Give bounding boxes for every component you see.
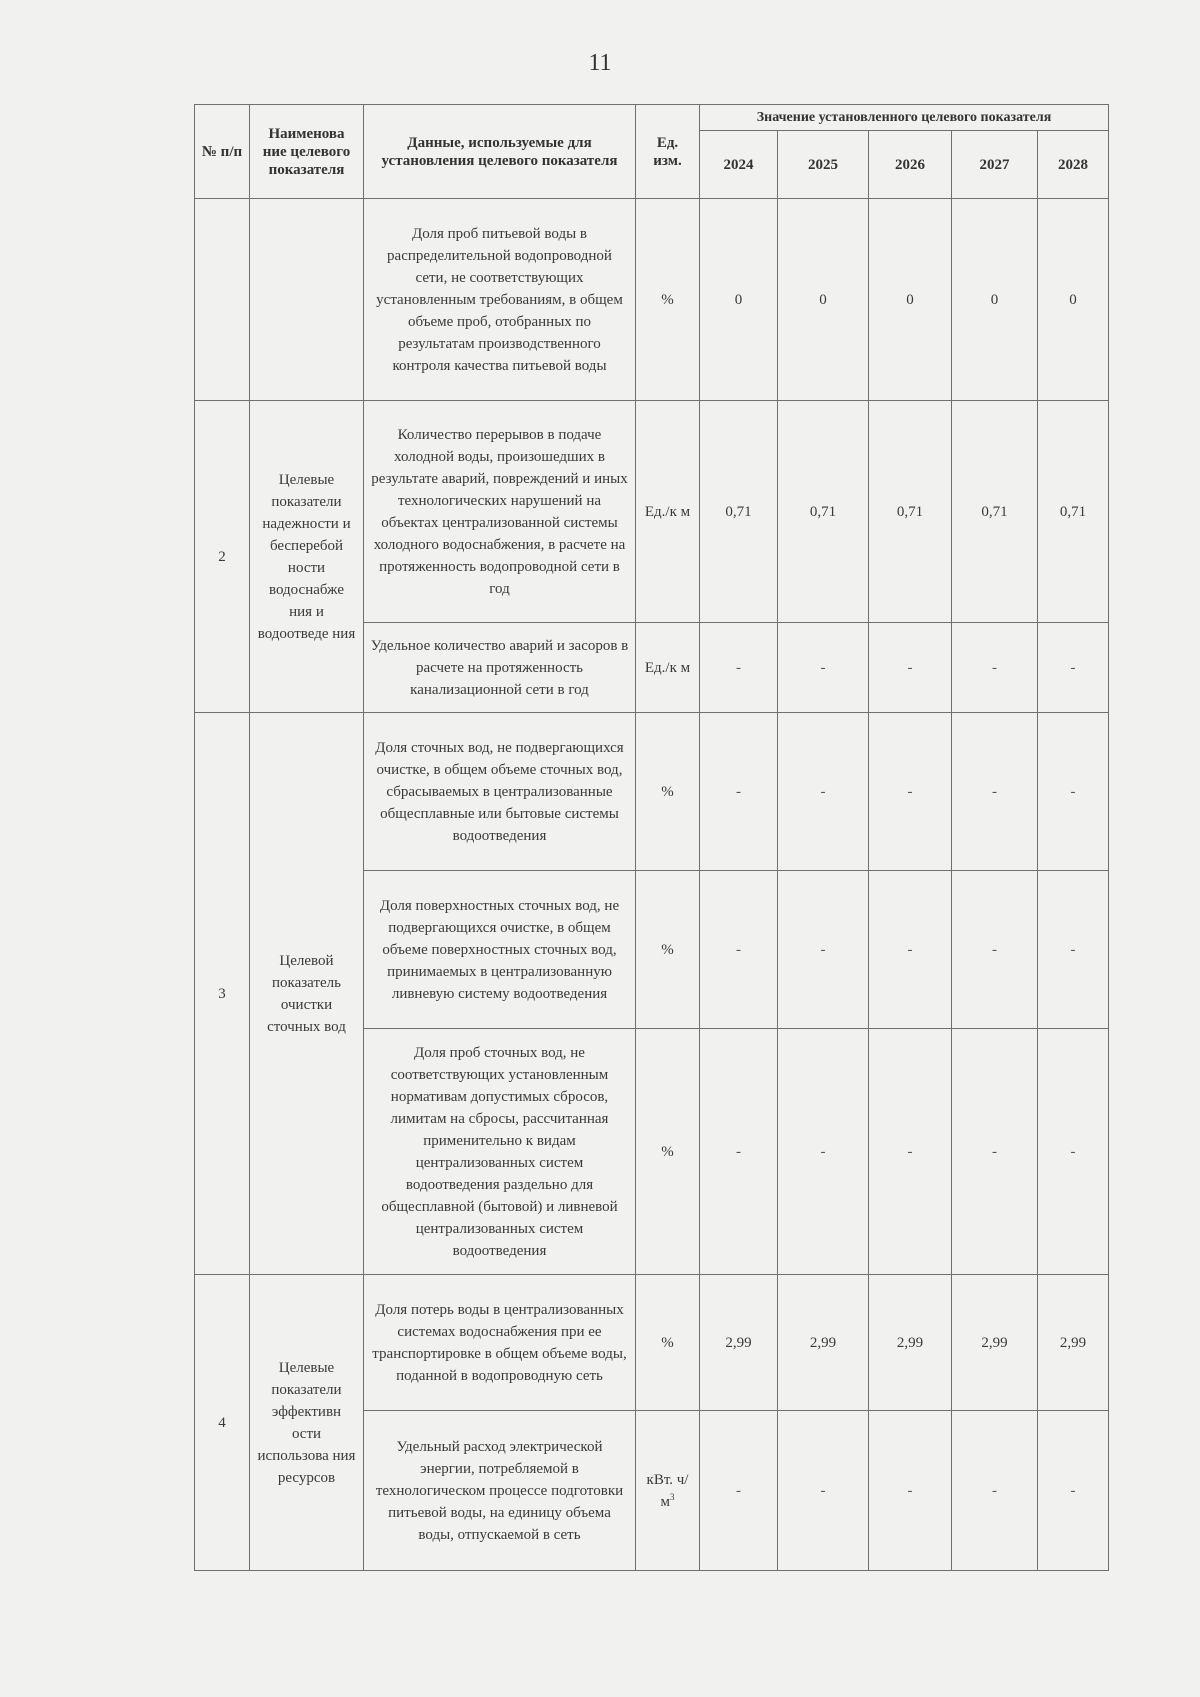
row-value: - bbox=[778, 871, 869, 1029]
row-num: 4 bbox=[195, 1275, 250, 1571]
row-unit: Ед./к м bbox=[636, 401, 700, 623]
row-value: 0,71 bbox=[952, 401, 1038, 623]
row-num: 2 bbox=[195, 401, 250, 713]
row-value: - bbox=[1038, 1411, 1109, 1571]
row-unit bbox=[636, 1411, 700, 1571]
row-value: - bbox=[1038, 871, 1109, 1029]
row-value: 0,71 bbox=[869, 401, 952, 623]
row-value: 2,99 bbox=[869, 1275, 952, 1411]
row-value: - bbox=[700, 1411, 778, 1571]
row-num: 3 bbox=[195, 713, 250, 1275]
row-description: Доля проб питьевой воды в распределительной водопроводной сети, не соответствующих установленным требованиям, в общем объеме проб, отобранных по результатам производственного контроля качества питьевой воды bbox=[364, 199, 636, 401]
row-unit: Ед./к м bbox=[636, 623, 700, 713]
table-row bbox=[195, 1275, 1109, 1411]
row-value: 0 bbox=[869, 199, 952, 401]
row-value: - bbox=[869, 623, 952, 713]
row-value: - bbox=[952, 1029, 1038, 1275]
row-description: Доля сточных вод, не подвергающихся очистке, в общем объеме сточных вод, сбрасываемых в централизованные общесплавные или бытовые системы водоотведения bbox=[364, 713, 636, 871]
row-unit: % bbox=[636, 871, 700, 1029]
row-value: - bbox=[778, 713, 869, 871]
row-value: - bbox=[700, 871, 778, 1029]
row-value: - bbox=[1038, 623, 1109, 713]
row-value: - bbox=[778, 1411, 869, 1571]
row-value: - bbox=[869, 1411, 952, 1571]
header-year: 2026 bbox=[869, 131, 952, 199]
row-value: 0 bbox=[1038, 199, 1109, 401]
row-value: - bbox=[869, 871, 952, 1029]
header-unit: Ед. изм. bbox=[636, 105, 700, 199]
row-name: Целевой показатель очистки сточных вод bbox=[250, 713, 364, 1275]
row-num bbox=[195, 199, 250, 401]
table-row bbox=[195, 401, 1109, 623]
table-row bbox=[195, 713, 1109, 871]
unit-text: кВт. ч/м bbox=[646, 1471, 689, 1510]
unit-superscript: 3 bbox=[670, 1491, 675, 1502]
header-value-group: Значение установленного целевого показателя bbox=[700, 105, 1109, 131]
row-value: 2,99 bbox=[778, 1275, 869, 1411]
row-value: 2,99 bbox=[952, 1275, 1038, 1411]
row-value: - bbox=[952, 871, 1038, 1029]
row-value: 0 bbox=[700, 199, 778, 401]
table-row bbox=[195, 199, 1109, 401]
row-name: Целевые показатели надежности и бесперебой ности водоснабже ния и водоотведе ния bbox=[250, 401, 364, 713]
page-number: 11 bbox=[588, 50, 612, 76]
row-unit: % bbox=[636, 713, 700, 871]
row-value: - bbox=[1038, 713, 1109, 871]
row-description: Удельное количество аварий и засоров в расчете на протяженность канализационной сети в год bbox=[364, 623, 636, 713]
row-value: - bbox=[778, 623, 869, 713]
row-value: 0 bbox=[778, 199, 869, 401]
row-value: - bbox=[1038, 1029, 1109, 1275]
row-value: - bbox=[952, 623, 1038, 713]
row-name bbox=[250, 199, 364, 401]
row-unit: % bbox=[636, 199, 700, 401]
row-value: - bbox=[952, 1411, 1038, 1571]
row-value: - bbox=[869, 713, 952, 871]
row-unit: % bbox=[636, 1275, 700, 1411]
target-indicators-table bbox=[194, 104, 1109, 1571]
row-value: 2,99 bbox=[1038, 1275, 1109, 1411]
row-value: - bbox=[952, 713, 1038, 871]
header-name: Наименова ние целевого показателя bbox=[250, 105, 364, 199]
row-value: - bbox=[700, 713, 778, 871]
row-value: 0 bbox=[952, 199, 1038, 401]
row-description: Удельный расход электрической энергии, потребляемой в технологическом процессе подготовки питьевой воды, на единицу объема воды, отпускаемой в сеть bbox=[364, 1411, 636, 1571]
row-unit: % bbox=[636, 1029, 700, 1275]
row-value: - bbox=[700, 623, 778, 713]
header-year: 2028 bbox=[1038, 131, 1109, 199]
row-description: Доля проб сточных вод, не соответствующих установленным нормативам допустимых сбросов, лимитам на сбросы, рассчитанная применительно к видам централизованных систем водоотведения раздельно для общесплавной (бытовой) и ливневой централизованных систем водоотведения bbox=[364, 1029, 636, 1275]
header-year: 2024 bbox=[700, 131, 778, 199]
row-name: Целевые показатели эффективн ости использова ния ресурсов bbox=[250, 1275, 364, 1571]
header-year: 2025 bbox=[778, 131, 869, 199]
row-description: Доля потерь воды в централизованных системах водоснабжения при ее транспортировке в общем объеме воды, поданной в водопроводную сеть bbox=[364, 1275, 636, 1411]
row-value: - bbox=[700, 1029, 778, 1275]
row-value: 0,71 bbox=[1038, 401, 1109, 623]
row-description: Доля поверхностных сточных вод, не подвергающихся очистке, в общем объеме поверхностных сточных вод, принимаемых в централизованную ливневую систему водоотведения bbox=[364, 871, 636, 1029]
header-data: Данные, используемые для установления целевого показателя bbox=[364, 105, 636, 199]
row-value: 0,71 bbox=[778, 401, 869, 623]
row-value: 0,71 bbox=[700, 401, 778, 623]
row-description: Количество перерывов в подаче холодной воды, произошедших в результате аварий, повреждений и иных технологических нарушений на объектах централизованной системы холодного водоснабжения, в расчете на протяженность водопроводной сети в год bbox=[364, 401, 636, 623]
header-year: 2027 bbox=[952, 131, 1038, 199]
header-num: № п/п bbox=[195, 105, 250, 199]
row-value: - bbox=[869, 1029, 952, 1275]
row-value: 2,99 bbox=[700, 1275, 778, 1411]
row-value: - bbox=[778, 1029, 869, 1275]
